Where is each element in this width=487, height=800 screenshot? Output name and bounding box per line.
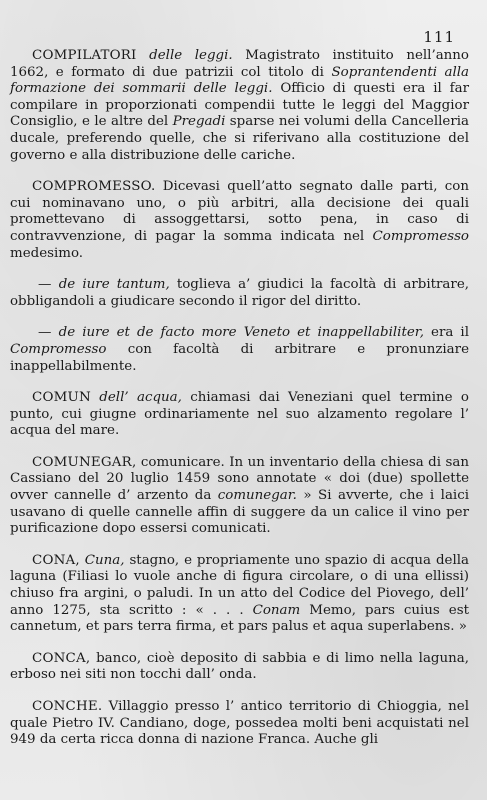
entry-text: Memo, pars cuius est cannetum, et pars terra firma, et pars palus et aqua superlabens. » bbox=[10, 602, 469, 635]
page-body bbox=[10, 48, 469, 764]
entry-text: sparse nei volumi della Cancelleria ducale, preferendo quelle, che si riferivano alla costituzione del governo e alla distribuzione delle cariche. bbox=[10, 114, 469, 163]
page-number: 111 bbox=[423, 28, 455, 46]
entry-italic-term: Soprantendenti alla formazione dei sommarii delle leggi. bbox=[10, 64, 469, 97]
entry-headword: COMPROMESSO. bbox=[32, 179, 156, 195]
dictionary-entry bbox=[10, 179, 469, 262]
dictionary-entry bbox=[10, 390, 469, 440]
entry-text: stagno, e propriamente uno spazio di acqua della laguna (Filiasi lo vuole anche di figura circolare, o di una ellissi) chiuso fra argini, o paludi. In un atto del Codice del Piovego, dell’ anno 1275, sta scritto : « . . . bbox=[10, 552, 469, 618]
entry-headword: COMUN bbox=[32, 390, 91, 406]
entry-italic-term: comunegar. bbox=[217, 488, 297, 504]
dictionary-entry bbox=[10, 325, 469, 375]
entry-text: medesimo. bbox=[10, 245, 84, 261]
entry-headword: — bbox=[38, 277, 52, 293]
entry-text: comunicare. In un inventario della chiesa di san Cassiano del 20 luglio 1459 sono annotate « doi (due) spollette ovver cannelle d’ arzento da bbox=[10, 454, 469, 504]
entry-headword: — bbox=[38, 325, 52, 341]
entry-headword-qualifier: de iure et de facto more Veneto et inappellabiliter, bbox=[51, 325, 424, 341]
entry-headword-qualifier: de iure tantum, bbox=[51, 277, 170, 293]
entry-headword-qualifier: Cuna, bbox=[79, 552, 125, 568]
entry-text: Officio di questi era il far compilare in proporzionati compendii tutte le leggi del Maggior Consiglio, e le altre del bbox=[10, 81, 469, 130]
entry-text: » Si avverte, che i laici usavano di quelle cannelle affin di suggere da un calice il vino per purificazione dopo essersi comunicati. bbox=[10, 488, 469, 537]
entry-text: Villaggio presso l’ antico territorio di Chioggia, nel quale Pietro IV. Candiano, doge, possedea molti beni acquistati nel 949 da certa ricca donna di nazione Franca. Auche gli bbox=[10, 699, 469, 748]
entry-italic-term: Conam bbox=[252, 602, 301, 618]
entry-headword: CONCA, bbox=[32, 650, 91, 666]
dictionary-entry bbox=[10, 455, 469, 538]
entry-italic-term: Pregadi bbox=[172, 114, 226, 130]
entry-italic-term: Compromesso bbox=[10, 341, 107, 357]
entry-text: banco, cioè deposito di sabbia e di limo nella laguna, erboso nei siti non tocchi dall’ onda. bbox=[10, 650, 469, 683]
entry-text: Magistrato instituito nell’anno 1662, e formato di due patrizii col titolo di bbox=[10, 48, 469, 80]
entry-headword: CONA, bbox=[32, 552, 80, 568]
dictionary-entry bbox=[10, 48, 469, 164]
entry-text: con facoltà di arbitrare e pronunziare inappellabilmente. bbox=[10, 341, 469, 374]
entry-headword: COMPILATORI bbox=[32, 48, 137, 63]
entry-headword: CONCHE. bbox=[32, 699, 103, 714]
dictionary-entry bbox=[10, 277, 469, 310]
dictionary-entry bbox=[10, 553, 469, 636]
entry-headword-qualifier: dell’ acqua, bbox=[90, 390, 182, 406]
entry-text: Dicevasi quell’atto segnato dalle parti, con cui nominavano uno, o più arbitri, alla decisione dei quali promettevano di assoggettarsi, sotto pena, in caso di contravvenzione, di pagar la somma indicata nel bbox=[10, 179, 469, 244]
entry-italic-term: Compromesso bbox=[372, 228, 469, 244]
page-header bbox=[20, 28, 469, 48]
entry-headword: COMUNEGAR, bbox=[32, 454, 137, 470]
dictionary-entry bbox=[10, 699, 469, 749]
entry-text: era il bbox=[423, 325, 469, 341]
entry-text: chiamasi dai Veneziani quel termine o punto, cui giugne ordinariamente nel suo alzamento regolare l’ acqua del mare. bbox=[10, 390, 469, 439]
entry-text: toglieva a’ giudici la facoltà di arbitrare, obbligandoli a giudicare secondo il rigor del diritto. bbox=[10, 277, 470, 309]
dictionary-entry bbox=[10, 651, 469, 684]
entry-headword-qualifier: delle leggi. bbox=[136, 48, 233, 63]
